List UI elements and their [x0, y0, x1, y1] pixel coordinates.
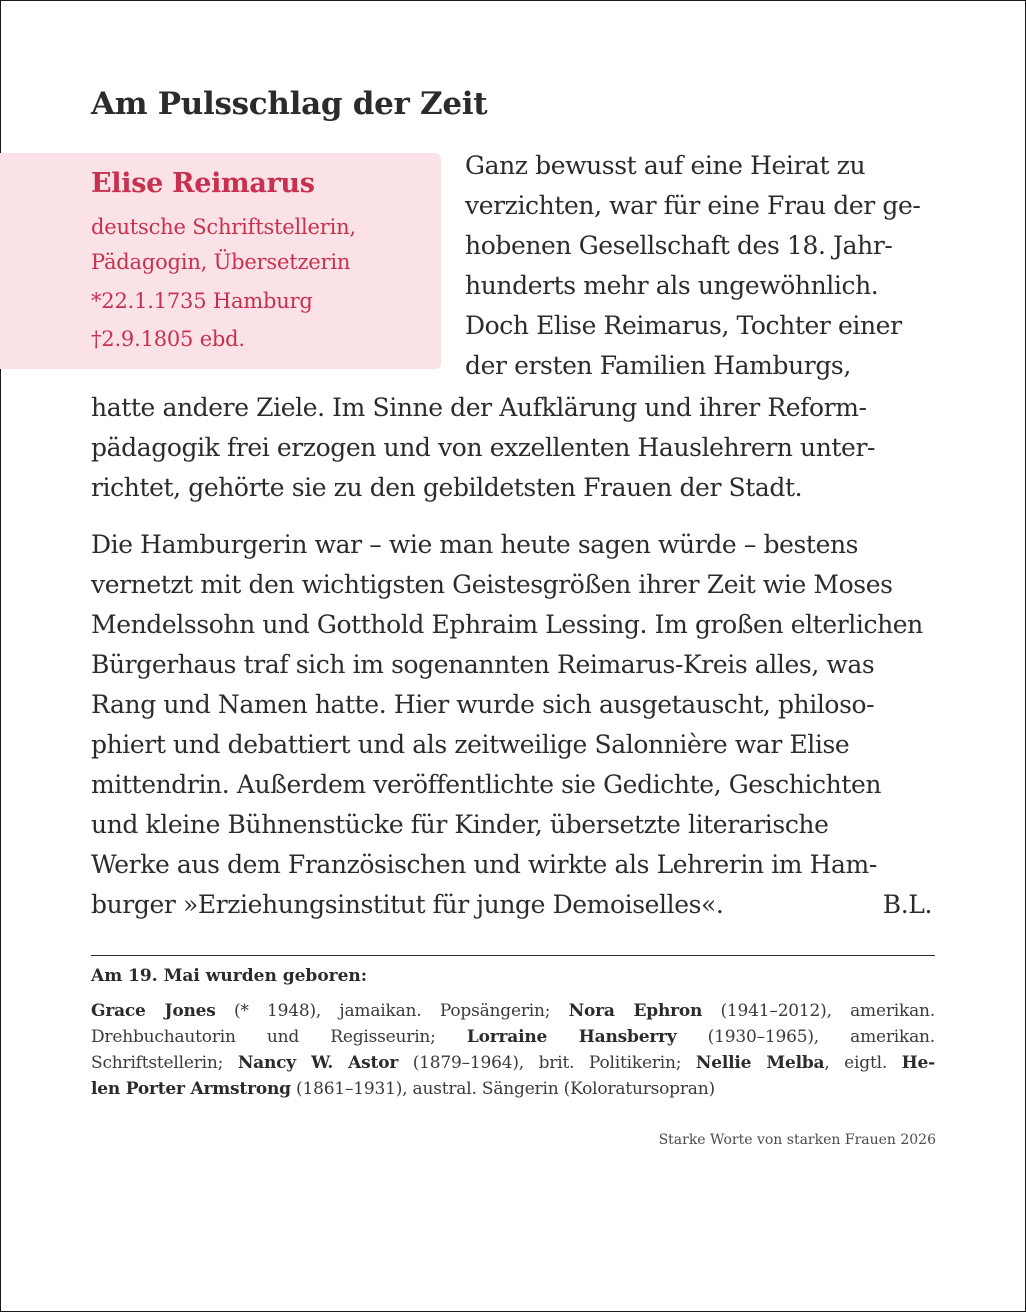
born-person-details: Schriftstellerin;	[91, 1053, 238, 1073]
born-person-name: Grace Jones	[91, 1001, 216, 1021]
footer-text: Starke Worte von starken Frauen 2026	[658, 1132, 936, 1148]
paragraph-1-line: richtet, gehörte sie zu den gebildetsten Frauen der Stadt.	[91, 473, 803, 502]
paragraph-2-line: Die Hamburgerin war – wie man heute sagen würde – bestens	[91, 530, 859, 559]
born-today-line	[91, 998, 935, 1024]
paragraph-2-line: Rang und Namen hatte. Hier wurde sich ausgetauscht, philoso-	[91, 690, 875, 719]
born-person-name: len Porter Armstrong	[91, 1079, 291, 1099]
paragraph-2-line: vernetzt mit den wichtigsten Geistesgrößen ihrer Zeit wie Moses	[91, 570, 893, 599]
born-person-name: Lorraine Hansberry	[466, 1027, 677, 1047]
paragraph-2-line: mittendrin. Außerdem veröffentlichte sie Gedichte, Geschichten	[91, 770, 882, 799]
born-today-heading: Am 19. Mai wurden geboren:	[91, 966, 368, 986]
born-person-name: Nellie Melba	[695, 1053, 825, 1073]
paragraph-2-line: Bürgerhaus traf sich im sogenannten Reimarus-Kreis alles, was	[91, 650, 875, 679]
paragraph-1-line: pädagogik frei erzogen und von exzellenten Hauslehrern unter-	[91, 433, 876, 462]
born-person-details: (* 1948), jamaikan. Popsängerin;	[215, 1001, 569, 1021]
born-today-line	[91, 1024, 935, 1050]
born-person-details: (1930–1965), amerikan.	[676, 1027, 935, 1047]
person-name: Elise Reimarus	[91, 168, 315, 199]
born-person-name: Nora Ephron	[568, 1001, 703, 1021]
born-person-name: He-	[901, 1053, 935, 1073]
paragraph-1-line: der ersten Familien Hamburgs,	[465, 351, 851, 380]
paragraph-2-line: phiert und debattiert und als zeitweilige Salonnière war Elise	[91, 730, 850, 759]
paragraph-1-line: hunderts mehr als ungewöhnlich.	[465, 271, 879, 300]
born-person-details: (1861–1931), austral. Sängerin (Koloratursopran)	[290, 1079, 715, 1099]
paragraph-1-line: hobenen Gesellschaft des 18. Jahr-	[465, 231, 893, 260]
person-death: †2.9.1805 ebd.	[91, 327, 245, 351]
born-today-line	[91, 1076, 935, 1102]
born-person-details: (1879–1964), brit. Politikerin;	[398, 1053, 696, 1073]
born-person-details: , eigtl.	[824, 1053, 902, 1073]
born-person-details: (1941–2012), amerikan.	[702, 1001, 935, 1021]
paragraph-1-line: Doch Elise Reimarus, Tochter einer	[465, 311, 902, 340]
paragraph-1-line: hatte andere Ziele. Im Sinne der Aufklärung und ihrer Reform-	[91, 393, 867, 422]
paragraph-1-line: verzichten, war für eine Frau der ge-	[465, 191, 921, 220]
page-title: Am Pulsschlag der Zeit	[91, 86, 488, 122]
author-initials: B.L.	[882, 890, 932, 919]
born-today-line	[91, 1050, 935, 1076]
paragraph-2-line: burger »Erziehungsinstitut für junge Demoiselles«.	[91, 890, 724, 919]
born-person-name: Nancy W. Astor	[237, 1053, 399, 1073]
person-profession-line-2: Pädagogin, Übersetzerin	[91, 250, 351, 274]
paragraph-2-line: Mendelssohn und Gotthold Ephraim Lessing. Im großen elterlichen	[91, 610, 923, 639]
person-profession-line-1: deutsche Schriftstellerin,	[91, 215, 356, 239]
paragraph-1-line: Ganz bewusst auf eine Heirat zu	[465, 151, 866, 180]
born-person-details: Drehbuchautorin und Regisseurin;	[91, 1027, 467, 1047]
paragraph-2-line: Werke aus dem Französischen und wirkte als Lehrerin im Ham-	[91, 850, 877, 879]
paragraph-2-line: und kleine Bühnenstücke für Kinder, übersetzte literarische	[91, 810, 829, 839]
section-divider	[91, 955, 935, 956]
person-birth: *22.1.1735 Hamburg	[91, 289, 313, 313]
